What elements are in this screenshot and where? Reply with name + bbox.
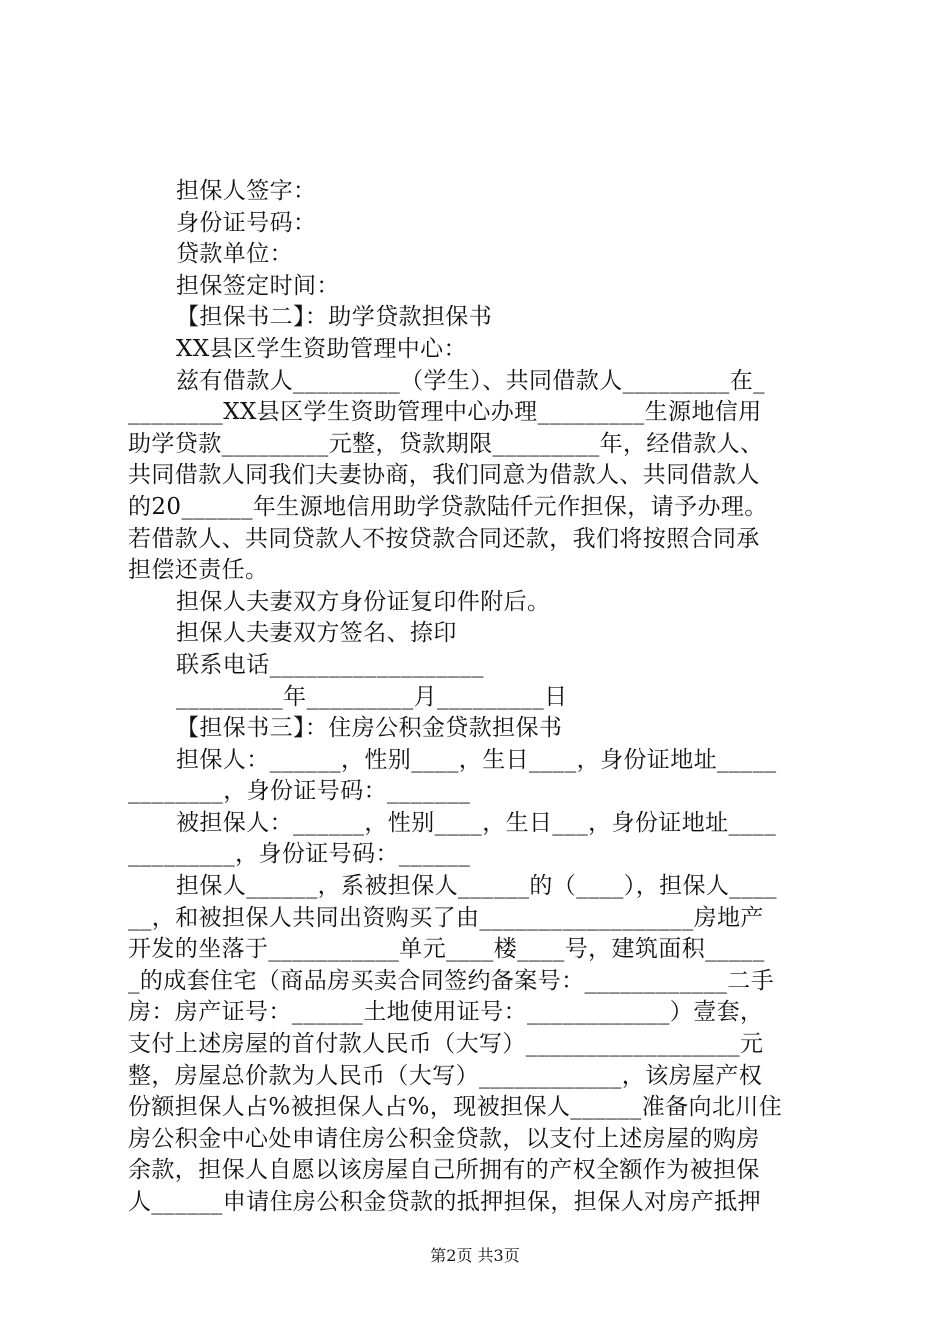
document-line: 被担保人：______，性别____，生日___，身份证地址____ [176,809,777,836]
document-line: 人______申请住房公积金贷款的抵押担保，担保人对房产抵押 [128,1189,761,1215]
document-line: 助学贷款_________元整，贷款期限_________年，经借款人、 [128,430,764,457]
document-line: 房公积金中心处申请住房公积金贷款，以支付上述房屋的购房 [128,1125,760,1152]
document-line: 贷款单位： [176,241,293,268]
document-line: 身份证号码： [176,209,317,236]
document-line: 余款，担保人自愿以该房屋自己所拥有的产权全额作为被担保 [128,1157,760,1184]
document-line: 整，房屋总价款为人民币（大写）____________，该房屋产权 [128,1062,763,1089]
document-line: 担保人夫妻双方身份证复印件附后。 [176,588,551,615]
document-line: 兹有借款人_________（学生）、共同借款人_________在_ [176,367,765,394]
document-line: 【担保书三】：住房公积金贷款担保书 [176,715,563,742]
document-line: 支付上述房屋的首付款人民币（大写）__________________元 [128,1031,764,1058]
page-footer: 第2页 共3页 [430,1246,520,1265]
document-line: 担保签定时间： [176,272,340,299]
document-line: XX县区学生资助管理中心： [176,335,467,362]
document-line: 开发的坐落于___________单元____楼____号，建筑面积_____ [128,936,765,963]
document-line: 担偿还责任。 [128,557,269,584]
document-line: 联系电话__________________ [176,651,484,678]
document-line: ________XX县区学生资助管理中心办理_________生源地信用 [128,399,762,426]
document-line: 担保人夫妻双方签名、捺印 [176,620,457,647]
document-line: 【担保书二】：助学贷款担保书 [176,304,493,331]
document-line: 担保人______，系被担保人______的（____），担保人____ [176,873,777,900]
document-line: 担保人：______，性别____，生日____，身份证地址_____ [176,746,777,773]
document-body [128,176,832,1219]
document-line: _________，身份证号码：______ [128,841,471,868]
document-line: _的成套住宅（商品房买卖合同签约备案号：____________二手 [128,967,775,994]
document-line: 共同借款人同我们夫妻协商，我们同意为借款人、共同借款人 [128,462,760,489]
document-line: 房：房产证号：______土地使用证号：____________）壹套， [128,999,764,1026]
document-line: 的20______年生源地信用助学贷款陆仟元作担保，请予办理。 [128,493,768,520]
document-line: ________，身份证号码：_______ [128,778,471,805]
document-line: __，和被担保人共同出资购买了由__________________房地产 [128,904,764,931]
document-line: 份额担保人占%被担保人占%，现被担保人______准备向北川住 [128,1094,783,1121]
document-line: _________年_________月_________日 [176,683,568,710]
document-line: 若借款人、共同贷款人不按贷款合同还款，我们将按照合同承 [128,525,760,552]
document-line: 担保人签字： [176,178,317,204]
